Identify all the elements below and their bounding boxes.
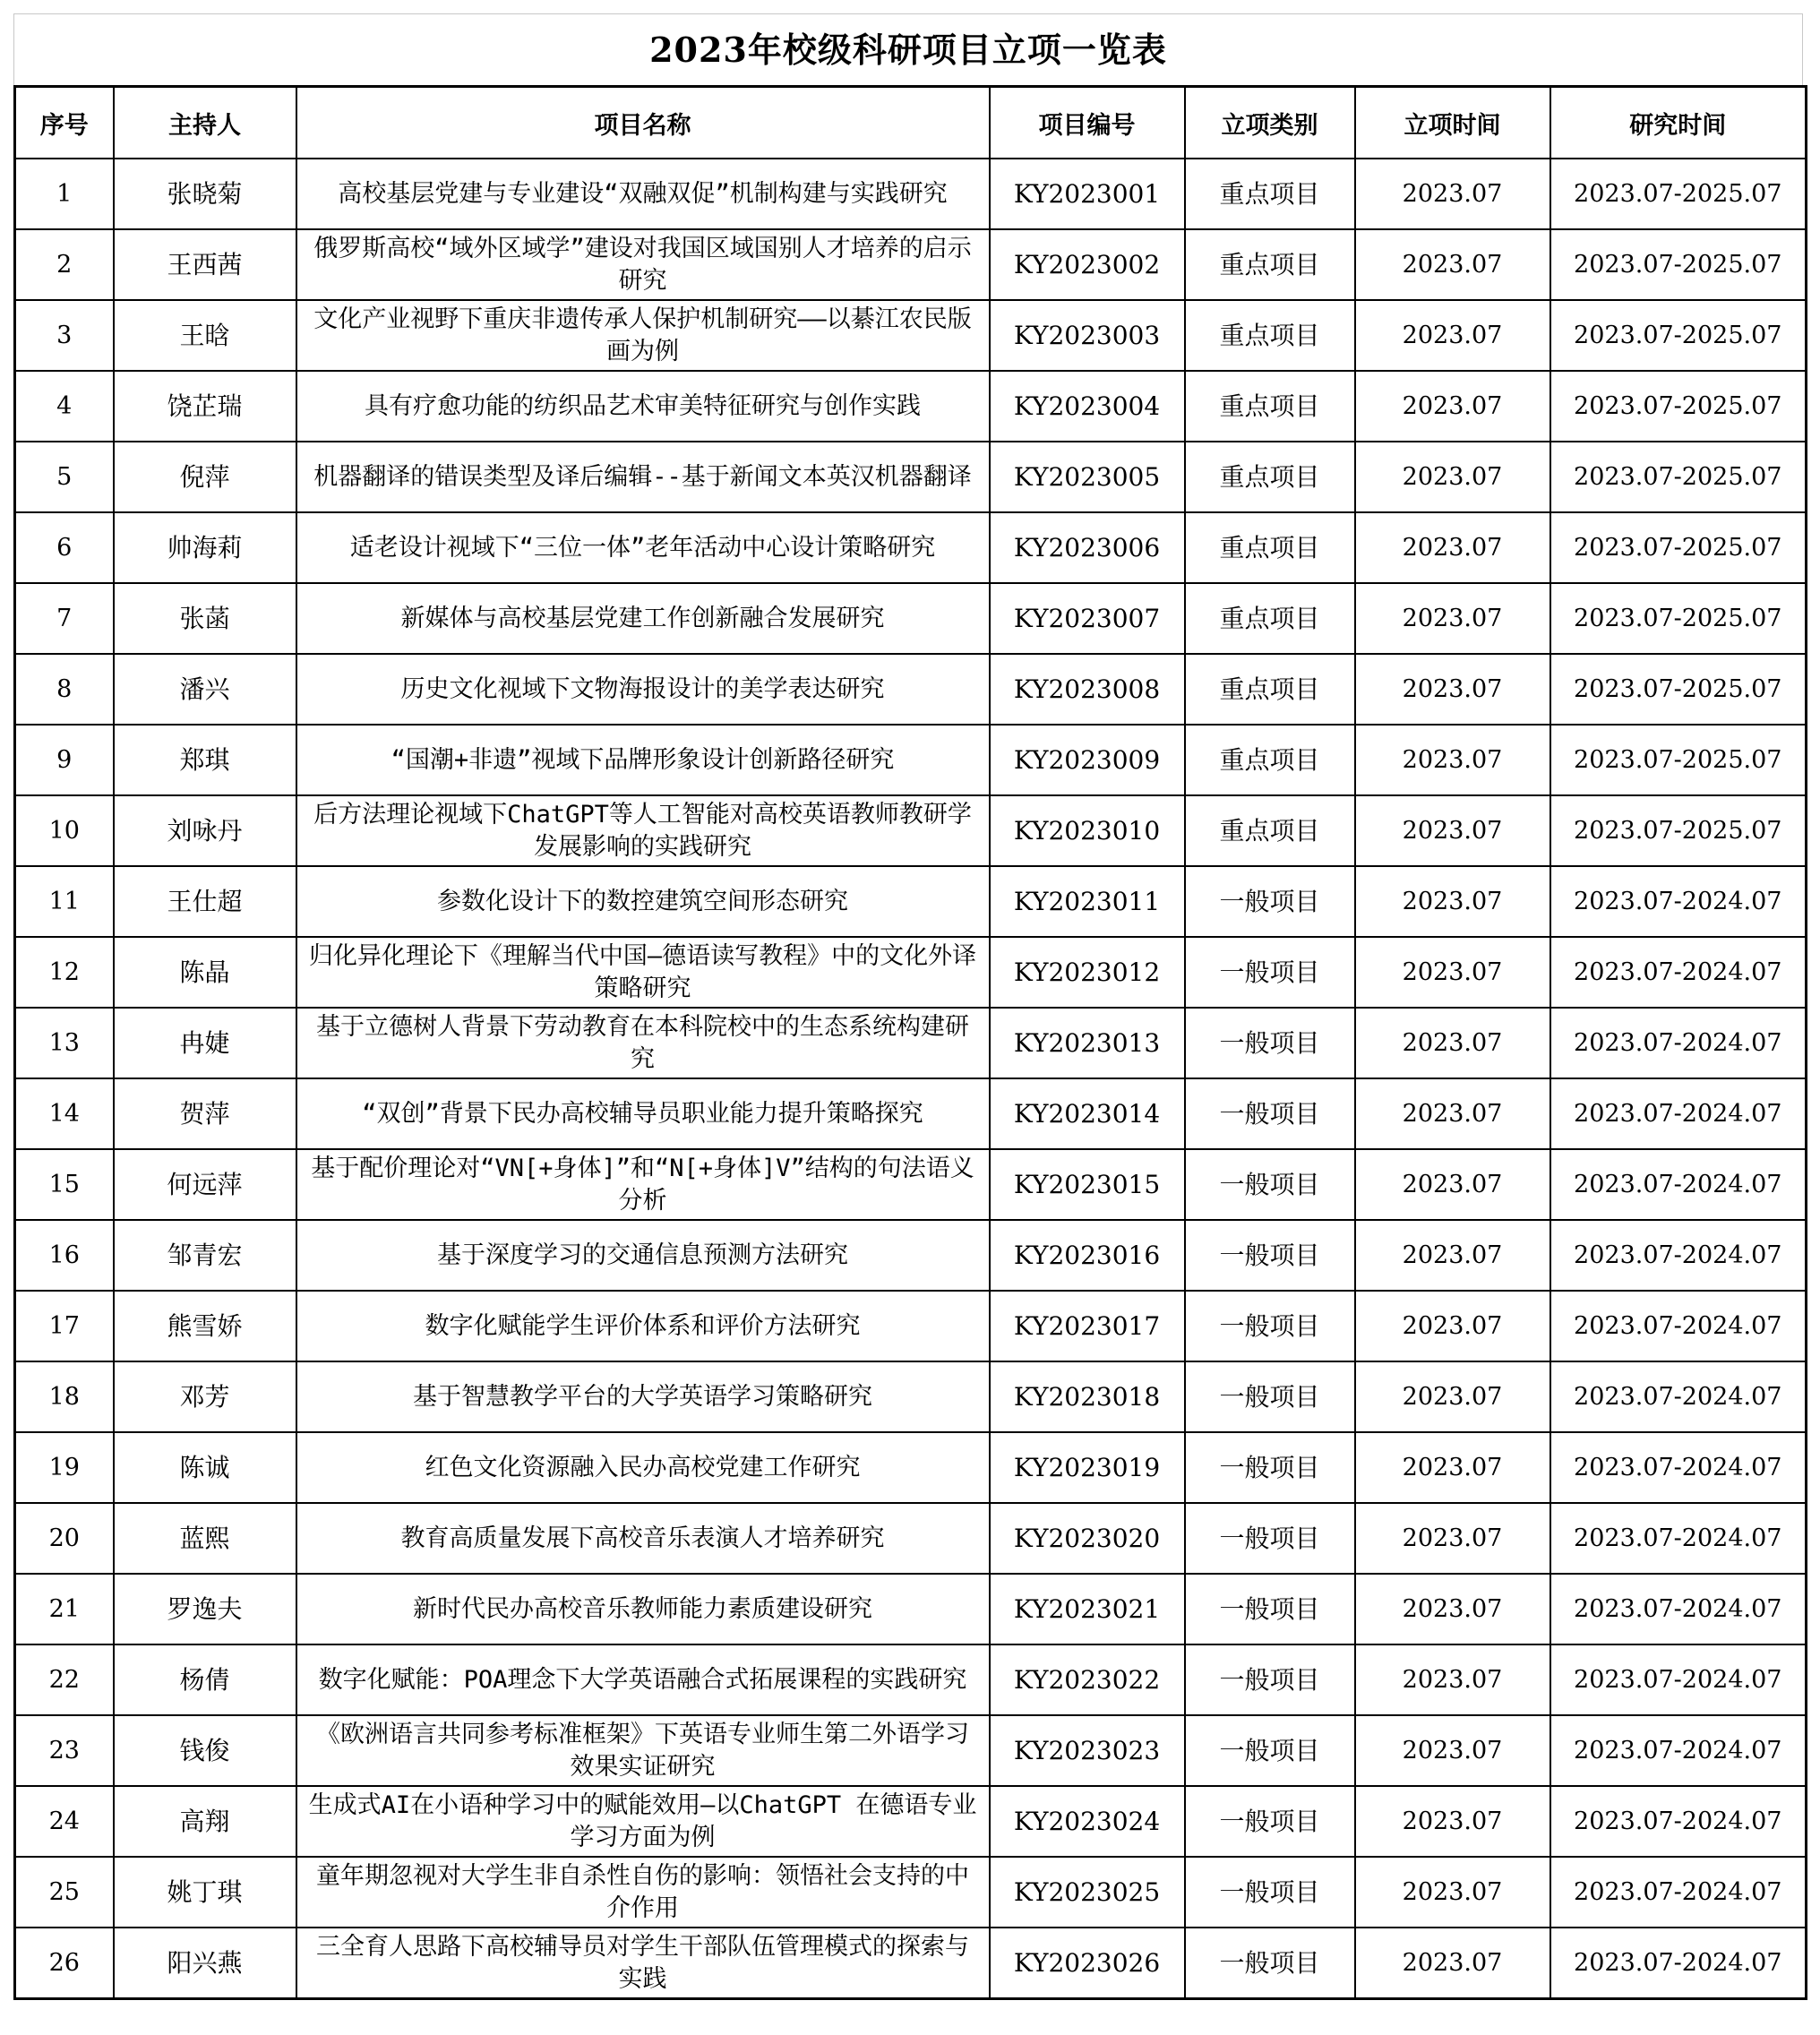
cell-project-name: 生成式AI在小语种学习中的赋能效用—以ChatGPT 在德语专业学习方面为例 — [296, 1786, 990, 1857]
cell-project-code: KY2023004 — [990, 371, 1185, 442]
cell-category: 一般项目 — [1185, 1432, 1355, 1503]
cell-category: 一般项目 — [1185, 1715, 1355, 1786]
cell-category: 一般项目 — [1185, 1291, 1355, 1361]
cell-index: 3 — [15, 300, 114, 371]
cell-research-period: 2023.07-2024.07 — [1550, 1503, 1807, 1574]
cell-project-name: “国潮+非遗”视域下品牌形象设计创新路径研究 — [296, 725, 990, 795]
cell-project-code: KY2023003 — [990, 300, 1185, 371]
cell-index: 23 — [15, 1715, 114, 1786]
header-research-period: 研究时间 — [1550, 87, 1807, 159]
cell-approval-date: 2023.07 — [1355, 371, 1550, 442]
cell-project-code: KY2023007 — [990, 583, 1185, 654]
cell-project-code: KY2023014 — [990, 1078, 1185, 1149]
cell-approval-date: 2023.07 — [1355, 795, 1550, 866]
cell-approval-date: 2023.07 — [1355, 1220, 1550, 1291]
cell-approval-date: 2023.07 — [1355, 1857, 1550, 1928]
table-row — [15, 583, 1807, 654]
table-row — [15, 1291, 1807, 1361]
cell-category: 一般项目 — [1185, 1644, 1355, 1715]
cell-research-period: 2023.07-2025.07 — [1550, 300, 1807, 371]
cell-research-period: 2023.07-2025.07 — [1550, 442, 1807, 512]
cell-research-period: 2023.07-2024.07 — [1550, 1857, 1807, 1928]
cell-host: 贺萍 — [114, 1078, 296, 1149]
cell-host: 陈晶 — [114, 937, 296, 1008]
cell-host: 帅海莉 — [114, 512, 296, 583]
cell-approval-date: 2023.07 — [1355, 1008, 1550, 1078]
cell-host: 张菡 — [114, 583, 296, 654]
cell-host: 饶芷瑞 — [114, 371, 296, 442]
table-row — [15, 229, 1807, 300]
cell-approval-date: 2023.07 — [1355, 1361, 1550, 1432]
cell-project-name: 童年期忽视对大学生非自杀性自伤的影响：领悟社会支持的中介作用 — [296, 1857, 990, 1928]
cell-project-code: KY2023022 — [990, 1644, 1185, 1715]
cell-approval-date: 2023.07 — [1355, 1078, 1550, 1149]
cell-category: 一般项目 — [1185, 1928, 1355, 1999]
table-row — [15, 1928, 1807, 1999]
cell-project-name: 基于配价理论对“VN[+身体]”和“N[+身体]V”结构的句法语义分析 — [296, 1149, 990, 1220]
cell-approval-date: 2023.07 — [1355, 654, 1550, 725]
cell-project-code: KY2023025 — [990, 1857, 1185, 1928]
cell-index: 1 — [15, 159, 114, 229]
cell-approval-date: 2023.07 — [1355, 583, 1550, 654]
cell-approval-date: 2023.07 — [1355, 512, 1550, 583]
cell-project-name: 基于智慧教学平台的大学英语学习策略研究 — [296, 1361, 990, 1432]
table-row — [15, 512, 1807, 583]
cell-index: 19 — [15, 1432, 114, 1503]
cell-research-period: 2023.07-2024.07 — [1550, 1078, 1807, 1149]
cell-research-period: 2023.07-2024.07 — [1550, 866, 1807, 937]
table-row — [15, 300, 1807, 371]
cell-research-period: 2023.07-2025.07 — [1550, 654, 1807, 725]
cell-project-code: KY2023010 — [990, 795, 1185, 866]
cell-approval-date: 2023.07 — [1355, 1291, 1550, 1361]
cell-research-period: 2023.07-2025.07 — [1550, 795, 1807, 866]
cell-project-code: KY2023006 — [990, 512, 1185, 583]
cell-category: 重点项目 — [1185, 442, 1355, 512]
cell-category: 一般项目 — [1185, 1574, 1355, 1644]
cell-host: 蓝熙 — [114, 1503, 296, 1574]
cell-approval-date: 2023.07 — [1355, 866, 1550, 937]
cell-index: 8 — [15, 654, 114, 725]
table-row — [15, 1857, 1807, 1928]
cell-index: 10 — [15, 795, 114, 866]
table-row — [15, 1149, 1807, 1220]
table-row — [15, 1786, 1807, 1857]
cell-project-code: KY2023017 — [990, 1291, 1185, 1361]
cell-project-name: 基于深度学习的交通信息预测方法研究 — [296, 1220, 990, 1291]
cell-category: 重点项目 — [1185, 371, 1355, 442]
cell-category: 重点项目 — [1185, 725, 1355, 795]
cell-host: 高翔 — [114, 1786, 296, 1857]
cell-category: 一般项目 — [1185, 937, 1355, 1008]
cell-category: 重点项目 — [1185, 159, 1355, 229]
table-body — [15, 159, 1807, 1999]
cell-project-code: KY2023018 — [990, 1361, 1185, 1432]
cell-project-code: KY2023015 — [990, 1149, 1185, 1220]
cell-project-name: 后方法理论视域下ChatGPT等人工智能对高校英语教师教研学发展影响的实践研究 — [296, 795, 990, 866]
cell-approval-date: 2023.07 — [1355, 1928, 1550, 1999]
cell-project-code: KY2023008 — [990, 654, 1185, 725]
table-row — [15, 371, 1807, 442]
cell-host: 陈诚 — [114, 1432, 296, 1503]
cell-approval-date: 2023.07 — [1355, 442, 1550, 512]
cell-index: 14 — [15, 1078, 114, 1149]
cell-host: 潘兴 — [114, 654, 296, 725]
cell-approval-date: 2023.07 — [1355, 725, 1550, 795]
cell-research-period: 2023.07-2024.07 — [1550, 1149, 1807, 1220]
cell-host: 冉婕 — [114, 1008, 296, 1078]
cell-index: 12 — [15, 937, 114, 1008]
table-row — [15, 866, 1807, 937]
cell-approval-date: 2023.07 — [1355, 937, 1550, 1008]
cell-project-name: 红色文化资源融入民办高校党建工作研究 — [296, 1432, 990, 1503]
cell-index: 24 — [15, 1786, 114, 1857]
cell-category: 一般项目 — [1185, 1503, 1355, 1574]
header-approval-date: 立项时间 — [1355, 87, 1550, 159]
cell-research-period: 2023.07-2024.07 — [1550, 1786, 1807, 1857]
cell-project-name: 文化产业视野下重庆非遗传承人保护机制研究——以綦江农民版画为例 — [296, 300, 990, 371]
table-row — [15, 1574, 1807, 1644]
table-row — [15, 937, 1807, 1008]
cell-host: 张晓菊 — [114, 159, 296, 229]
cell-project-code: KY2023005 — [990, 442, 1185, 512]
cell-index: 7 — [15, 583, 114, 654]
cell-index: 21 — [15, 1574, 114, 1644]
cell-project-code: KY2023021 — [990, 1574, 1185, 1644]
page-title: 2023年校级科研项目立项一览表 — [649, 30, 1167, 70]
cell-research-period: 2023.07-2024.07 — [1550, 1291, 1807, 1361]
cell-project-name: 高校基层党建与专业建设“双融双促”机制构建与实践研究 — [296, 159, 990, 229]
cell-project-code: KY2023023 — [990, 1715, 1185, 1786]
cell-category: 一般项目 — [1185, 1786, 1355, 1857]
cell-category: 重点项目 — [1185, 300, 1355, 371]
cell-research-period: 2023.07-2025.07 — [1550, 725, 1807, 795]
cell-project-name: “双创”背景下民办高校辅导员职业能力提升策略探究 — [296, 1078, 990, 1149]
cell-project-name: 基于立德树人背景下劳动教育在本科院校中的生态系统构建研究 — [296, 1008, 990, 1078]
cell-host: 何远萍 — [114, 1149, 296, 1220]
header-project-name: 项目名称 — [296, 87, 990, 159]
table-row — [15, 1078, 1807, 1149]
table-row — [15, 1361, 1807, 1432]
cell-approval-date: 2023.07 — [1355, 1149, 1550, 1220]
cell-category: 重点项目 — [1185, 654, 1355, 725]
cell-project-name: 适老设计视域下“三位一体”老年活动中心设计策略研究 — [296, 512, 990, 583]
cell-category: 重点项目 — [1185, 512, 1355, 583]
cell-approval-date: 2023.07 — [1355, 1786, 1550, 1857]
cell-host: 罗逸夫 — [114, 1574, 296, 1644]
cell-category: 一般项目 — [1185, 1857, 1355, 1928]
table-header-row — [15, 87, 1807, 159]
cell-project-code: KY2023020 — [990, 1503, 1185, 1574]
cell-project-code: KY2023009 — [990, 725, 1185, 795]
cell-host: 王仕超 — [114, 866, 296, 937]
cell-research-period: 2023.07-2024.07 — [1550, 1220, 1807, 1291]
cell-category: 重点项目 — [1185, 583, 1355, 654]
cell-project-name: 具有疗愈功能的纺织品艺术审美特征研究与创作实践 — [296, 371, 990, 442]
header-host: 主持人 — [114, 87, 296, 159]
cell-index: 25 — [15, 1857, 114, 1928]
cell-category: 一般项目 — [1185, 1220, 1355, 1291]
cell-project-code: KY2023019 — [990, 1432, 1185, 1503]
project-table — [13, 85, 1807, 2000]
cell-project-name: 历史文化视域下文物海报设计的美学表达研究 — [296, 654, 990, 725]
table-row — [15, 654, 1807, 725]
cell-approval-date: 2023.07 — [1355, 1432, 1550, 1503]
cell-project-name: 机器翻译的错误类型及译后编辑--基于新闻文本英汉机器翻译 — [296, 442, 990, 512]
cell-project-name: 俄罗斯高校“域外区域学”建设对我国区域国别人才培养的启示研究 — [296, 229, 990, 300]
cell-approval-date: 2023.07 — [1355, 1715, 1550, 1786]
cell-approval-date: 2023.07 — [1355, 1574, 1550, 1644]
cell-research-period: 2023.07-2024.07 — [1550, 1361, 1807, 1432]
cell-category: 一般项目 — [1185, 1149, 1355, 1220]
cell-category: 一般项目 — [1185, 1078, 1355, 1149]
table-row — [15, 1644, 1807, 1715]
cell-project-name: 数字化赋能：POA理念下大学英语融合式拓展课程的实践研究 — [296, 1644, 990, 1715]
cell-research-period: 2023.07-2024.07 — [1550, 937, 1807, 1008]
cell-project-code: KY2023002 — [990, 229, 1185, 300]
cell-index: 20 — [15, 1503, 114, 1574]
cell-project-code: KY2023012 — [990, 937, 1185, 1008]
cell-index: 5 — [15, 442, 114, 512]
cell-research-period: 2023.07-2024.07 — [1550, 1574, 1807, 1644]
cell-host: 郑琪 — [114, 725, 296, 795]
cell-host: 刘咏丹 — [114, 795, 296, 866]
cell-index: 11 — [15, 866, 114, 937]
cell-research-period: 2023.07-2025.07 — [1550, 371, 1807, 442]
cell-research-period: 2023.07-2025.07 — [1550, 159, 1807, 229]
cell-index: 26 — [15, 1928, 114, 1999]
cell-host: 王西茜 — [114, 229, 296, 300]
title-bar — [13, 13, 1803, 86]
cell-index: 6 — [15, 512, 114, 583]
cell-project-name: 新时代民办高校音乐教师能力素质建设研究 — [296, 1574, 990, 1644]
table-row — [15, 1715, 1807, 1786]
cell-index: 2 — [15, 229, 114, 300]
header-category: 立项类别 — [1185, 87, 1355, 159]
cell-category: 一般项目 — [1185, 866, 1355, 937]
cell-index: 17 — [15, 1291, 114, 1361]
cell-host: 邓芳 — [114, 1361, 296, 1432]
cell-project-code: KY2023026 — [990, 1928, 1185, 1999]
cell-approval-date: 2023.07 — [1355, 1503, 1550, 1574]
cell-approval-date: 2023.07 — [1355, 229, 1550, 300]
header-index: 序号 — [15, 87, 114, 159]
cell-project-code: KY2023001 — [990, 159, 1185, 229]
cell-host: 杨倩 — [114, 1644, 296, 1715]
cell-host: 倪萍 — [114, 442, 296, 512]
cell-project-name: 《欧洲语言共同参考标准框架》下英语专业师生第二外语学习效果实证研究 — [296, 1715, 990, 1786]
cell-index: 16 — [15, 1220, 114, 1291]
cell-project-code: KY2023016 — [990, 1220, 1185, 1291]
table-row — [15, 1008, 1807, 1078]
cell-project-name: 参数化设计下的数控建筑空间形态研究 — [296, 866, 990, 937]
cell-host: 熊雪娇 — [114, 1291, 296, 1361]
cell-project-name: 教育高质量发展下高校音乐表演人才培养研究 — [296, 1503, 990, 1574]
table-row — [15, 725, 1807, 795]
cell-project-code: KY2023011 — [990, 866, 1185, 937]
header-project-code: 项目编号 — [990, 87, 1185, 159]
cell-category: 重点项目 — [1185, 229, 1355, 300]
cell-host: 姚丁琪 — [114, 1857, 296, 1928]
cell-index: 9 — [15, 725, 114, 795]
table-row — [15, 795, 1807, 866]
cell-category: 重点项目 — [1185, 795, 1355, 866]
cell-host: 王晗 — [114, 300, 296, 371]
cell-project-code: KY2023024 — [990, 1786, 1185, 1857]
cell-research-period: 2023.07-2025.07 — [1550, 512, 1807, 583]
cell-project-name: 归化异化理论下《理解当代中国—德语读写教程》中的文化外译策略研究 — [296, 937, 990, 1008]
cell-research-period: 2023.07-2024.07 — [1550, 1644, 1807, 1715]
cell-research-period: 2023.07-2024.07 — [1550, 1928, 1807, 1999]
cell-approval-date: 2023.07 — [1355, 1644, 1550, 1715]
cell-project-name: 新媒体与高校基层党建工作创新融合发展研究 — [296, 583, 990, 654]
cell-research-period: 2023.07-2025.07 — [1550, 583, 1807, 654]
cell-category: 一般项目 — [1185, 1361, 1355, 1432]
cell-research-period: 2023.07-2024.07 — [1550, 1715, 1807, 1786]
table-row — [15, 1503, 1807, 1574]
cell-project-code: KY2023013 — [990, 1008, 1185, 1078]
table-row — [15, 1432, 1807, 1503]
cell-index: 18 — [15, 1361, 114, 1432]
cell-index: 13 — [15, 1008, 114, 1078]
cell-category: 一般项目 — [1185, 1008, 1355, 1078]
cell-host: 邹青宏 — [114, 1220, 296, 1291]
cell-index: 4 — [15, 371, 114, 442]
cell-approval-date: 2023.07 — [1355, 300, 1550, 371]
table-row — [15, 442, 1807, 512]
cell-project-name: 数字化赋能学生评价体系和评价方法研究 — [296, 1291, 990, 1361]
cell-index: 22 — [15, 1644, 114, 1715]
cell-host: 钱俊 — [114, 1715, 296, 1786]
cell-index: 15 — [15, 1149, 114, 1220]
cell-approval-date: 2023.07 — [1355, 159, 1550, 229]
cell-research-period: 2023.07-2024.07 — [1550, 1432, 1807, 1503]
table-row — [15, 1220, 1807, 1291]
cell-host: 阳兴燕 — [114, 1928, 296, 1999]
table-row — [15, 159, 1807, 229]
cell-research-period: 2023.07-2025.07 — [1550, 229, 1807, 300]
cell-research-period: 2023.07-2024.07 — [1550, 1008, 1807, 1078]
cell-project-name: 三全育人思路下高校辅导员对学生干部队伍管理模式的探索与实践 — [296, 1928, 990, 1999]
